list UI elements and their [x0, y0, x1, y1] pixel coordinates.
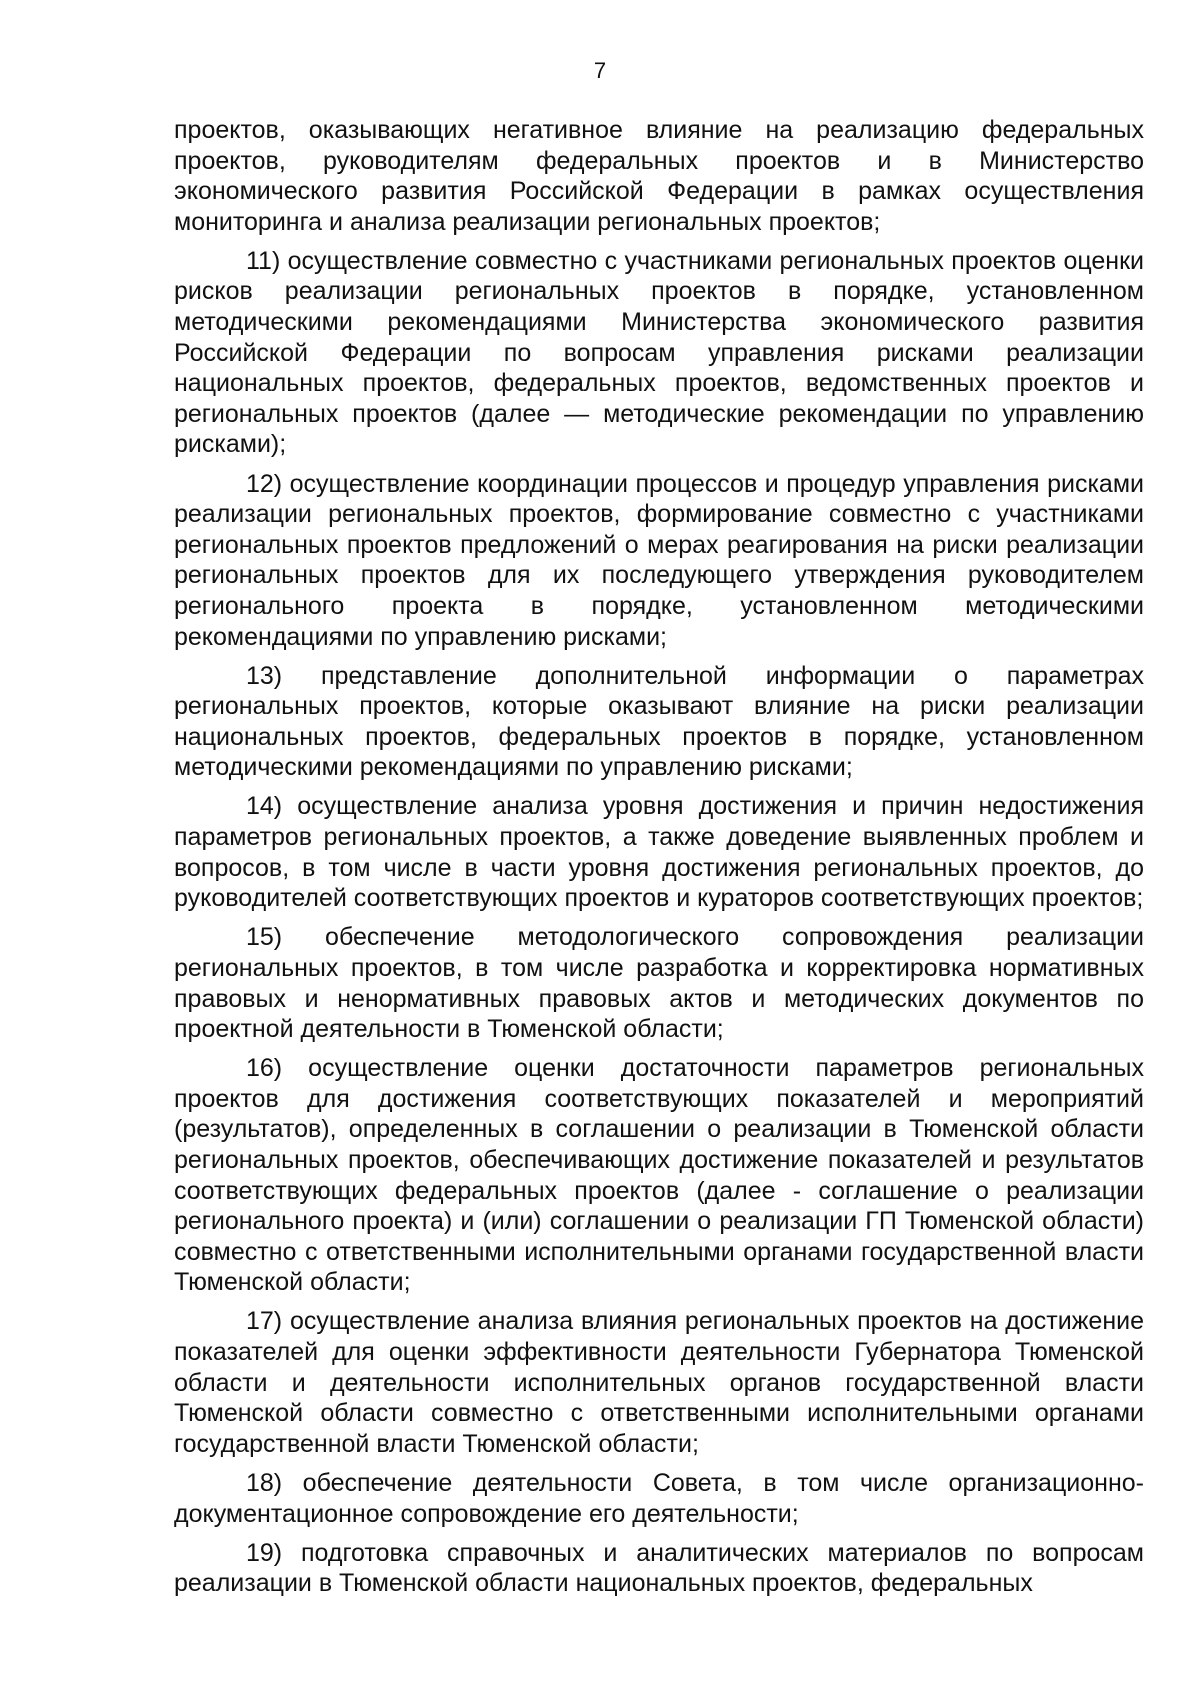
paragraph-item-18: 18) обеспечение деятельности Совета, в том числе организационно-документационное сопровождение его деятельности; — [174, 1468, 1144, 1528]
paragraph-item-12: 12) осуществление координации процессов и процедур управления рисками реализации региональных проектов, формирование совместно с участниками региональных проектов предложений о мерах реагирования на риски реализации региональных проектов для их последующего утверждения руководителем регионального проекта в порядке, установленном методическими рекомендациями по управлению рисками; — [174, 469, 1144, 651]
paragraph-item-19: 19) подготовка справочных и аналитических материалов по вопросам реализации в Тюменской области национальных проектов, федеральных — [174, 1538, 1144, 1598]
paragraph-item-11: 11) осуществление совместно с участниками региональных проектов оценки рисков реализации региональных проектов в порядке, установленном методическими рекомендациями Министерства экономического развития Российской Федерации по вопросам управления рисками реализации национальных проектов, федеральных проектов, ведомственных проектов и региональных проектов (далее — методические рекомендации по управлению рисками); — [174, 246, 1144, 459]
paragraph-item-17: 17) осуществление анализа влияния региональных проектов на достижение показателей для оценки эффективности деятельности Губернатора Тюменской области и деятельности исполнительных органов государственной власти Тюменской области совместно с ответственными исполнительными органами государственной власти Тюменской области; — [174, 1307, 1144, 1458]
paragraph-item-16: 16) осуществление оценки достаточности параметров региональных проектов для достижения соответствующих показателей и мероприятий (результатов), определенных в соглашении о реализации в Тюменской области региональных проектов, обеспечивающих достижение показателей и результатов соответствующих федеральных проектов (далее - соглашение о реализации регионального проекта) и (или) соглашении о реализации ГП Тюменской области) совместно с ответственными исполнительными органами государственной власти Тюменской области; — [174, 1054, 1144, 1297]
page-number: 7 — [593, 58, 607, 83]
paragraph-continuation: проектов, оказывающих негативное влияние на реализацию федеральных проектов, руководителям федеральных проектов и в Министерство экономического развития Российской Федерации в рамках осуществления мониторинга и анализа реализации региональных проектов; — [174, 116, 1144, 236]
paragraph-item-15: 15) обеспечение методологического сопровождения реализации региональных проектов, в том числе разработка и корректировка нормативных правовых и ненормативных правовых актов и методических документов по проектной деятельности в Тюменской области; — [174, 923, 1144, 1044]
document-body — [174, 115, 1144, 1607]
paragraph-item-13: 13) представление дополнительной информации о параметрах региональных проектов, которые оказывают влияние на риски реализации национальных проектов, федеральных проектов в порядке, установленном методическими рекомендациями по управлению рисками; — [174, 661, 1144, 782]
paragraph-item-14: 14) осуществление анализа уровня достижения и причин недостижения параметров региональных проектов, а также доведение выявленных проблем и вопросов, в том числе в части уровня достижения региональных проектов, до руководителей соответствующих проектов и кураторов соответствующих проектов; — [174, 792, 1144, 913]
